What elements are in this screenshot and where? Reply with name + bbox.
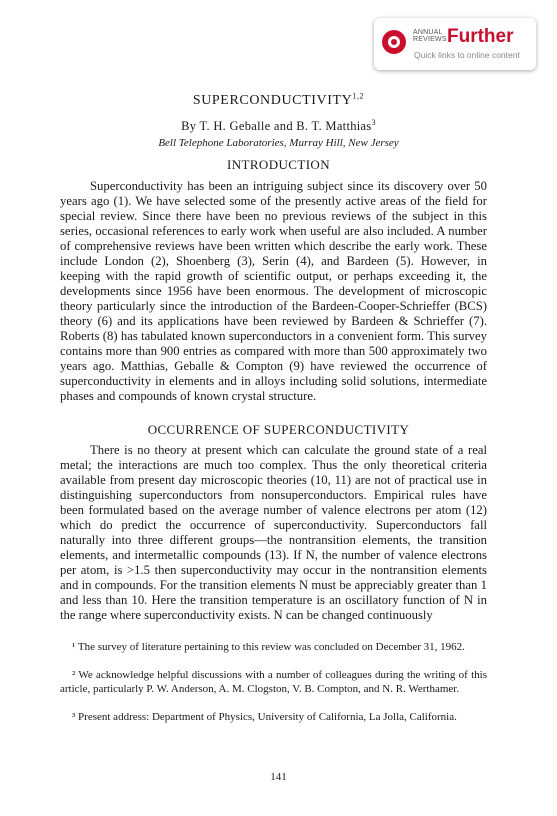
footnote-1: ¹ The survey of literature pertaining to this review was concluded on December 31, 1962. xyxy=(72,641,465,653)
section-heading-introduction: INTRODUCTION xyxy=(226,157,330,172)
badge-subtitle: Quick links to online content xyxy=(414,50,520,60)
author-footnote-mark: 3 xyxy=(371,117,376,127)
badge-annual-text: ANNUAL xyxy=(413,29,443,36)
article-title-text: SUPERCONDUCTIVITY xyxy=(192,93,353,108)
badge-further-label: Further xyxy=(447,26,514,47)
article-authors xyxy=(0,119,557,134)
footnote-2: ² We acknowledge helpful discussions with a number of colleagues during the writing of this article, particularly P. W. Anderson, A. M. Clogston, V. B. Compton, and N. R. Werthamer. xyxy=(60,669,487,695)
article-title xyxy=(0,93,557,109)
footnote-3: ³ Present address: Department of Physics, University of California, La Jolla, California. xyxy=(72,711,457,723)
badge-reviews-text: REVIEWS xyxy=(413,36,447,43)
occurrence-paragraph: There is no theory at present which can calculate the ground state of a real metal; the interactions are much too complex. Thus the only theoretical criteria available from present day microscopic theories (10, 11) are not of practical use in distinguishing superconductors from nonsuperconductors. Empirical rules have been formulated based on the average number of valence electrons per atom (12) which do predict the occurrence of superconductivity. Superconductors fall naturally into three different groups—the nontransition elements, the transition elements, and intermetallic compounds (13). If N, the number of valence electrons per atom, is >1.5 then superconductivity may occur in the nontransition elements and in compounds. For the transition elements N must be appreciably greater than 1 and less than 10. Here the transition temperature is an oscillatory function of N in the range where superconductivity exists. N can be changed continuously xyxy=(60,443,487,622)
page-number: 141 xyxy=(270,771,287,783)
title-footnote-marks: 1,2 xyxy=(352,91,365,101)
further-links-badge[interactable] xyxy=(374,18,536,70)
section-heading-occurrence: OCCURRENCE OF SUPERCONDUCTIVITY xyxy=(147,422,410,437)
authors-text: By T. H. Geballe and B. T. Matthias xyxy=(181,119,372,133)
badge-publisher xyxy=(413,29,447,43)
annual-reviews-logo-icon xyxy=(382,30,406,54)
introduction-paragraph: Superconductivity has been an intriguing subject since its discovery over 50 years ago (1). We have selected some of the presently active areas of the field for special review. Since there have been no previous reviews of the subject in this series, occasional references to early work when useful are also included. A number of comprehensive reviews have been written which describe the early work. These include London (2), Shoenberg (3), Serin (4), and Bardeen (5). However, in keeping with the rapid growth of scientific output, or perhaps exceeding it, the developments since 1956 have been enormous. The development of microscopic theory particularly since the introduction of the Bardeen-Cooper-Schrieffer (BCS) theory (6) and its applications have been reviewed by Bardeen & Schrieffer (7). Roberts (8) has tabulated known superconductors in a convenient form. This survey contains more than 900 entries as compared with more than 500 approximately two years ago. Matthias, Geballe & Compton (9) have reviewed the occurrence of superconductivity in elements and in alloys including solid solutions, intermediate phases and compounds of known crystal structure. xyxy=(60,179,487,403)
author-affiliation: Bell Telephone Laboratories, Murray Hill, New Jersey xyxy=(158,137,399,149)
